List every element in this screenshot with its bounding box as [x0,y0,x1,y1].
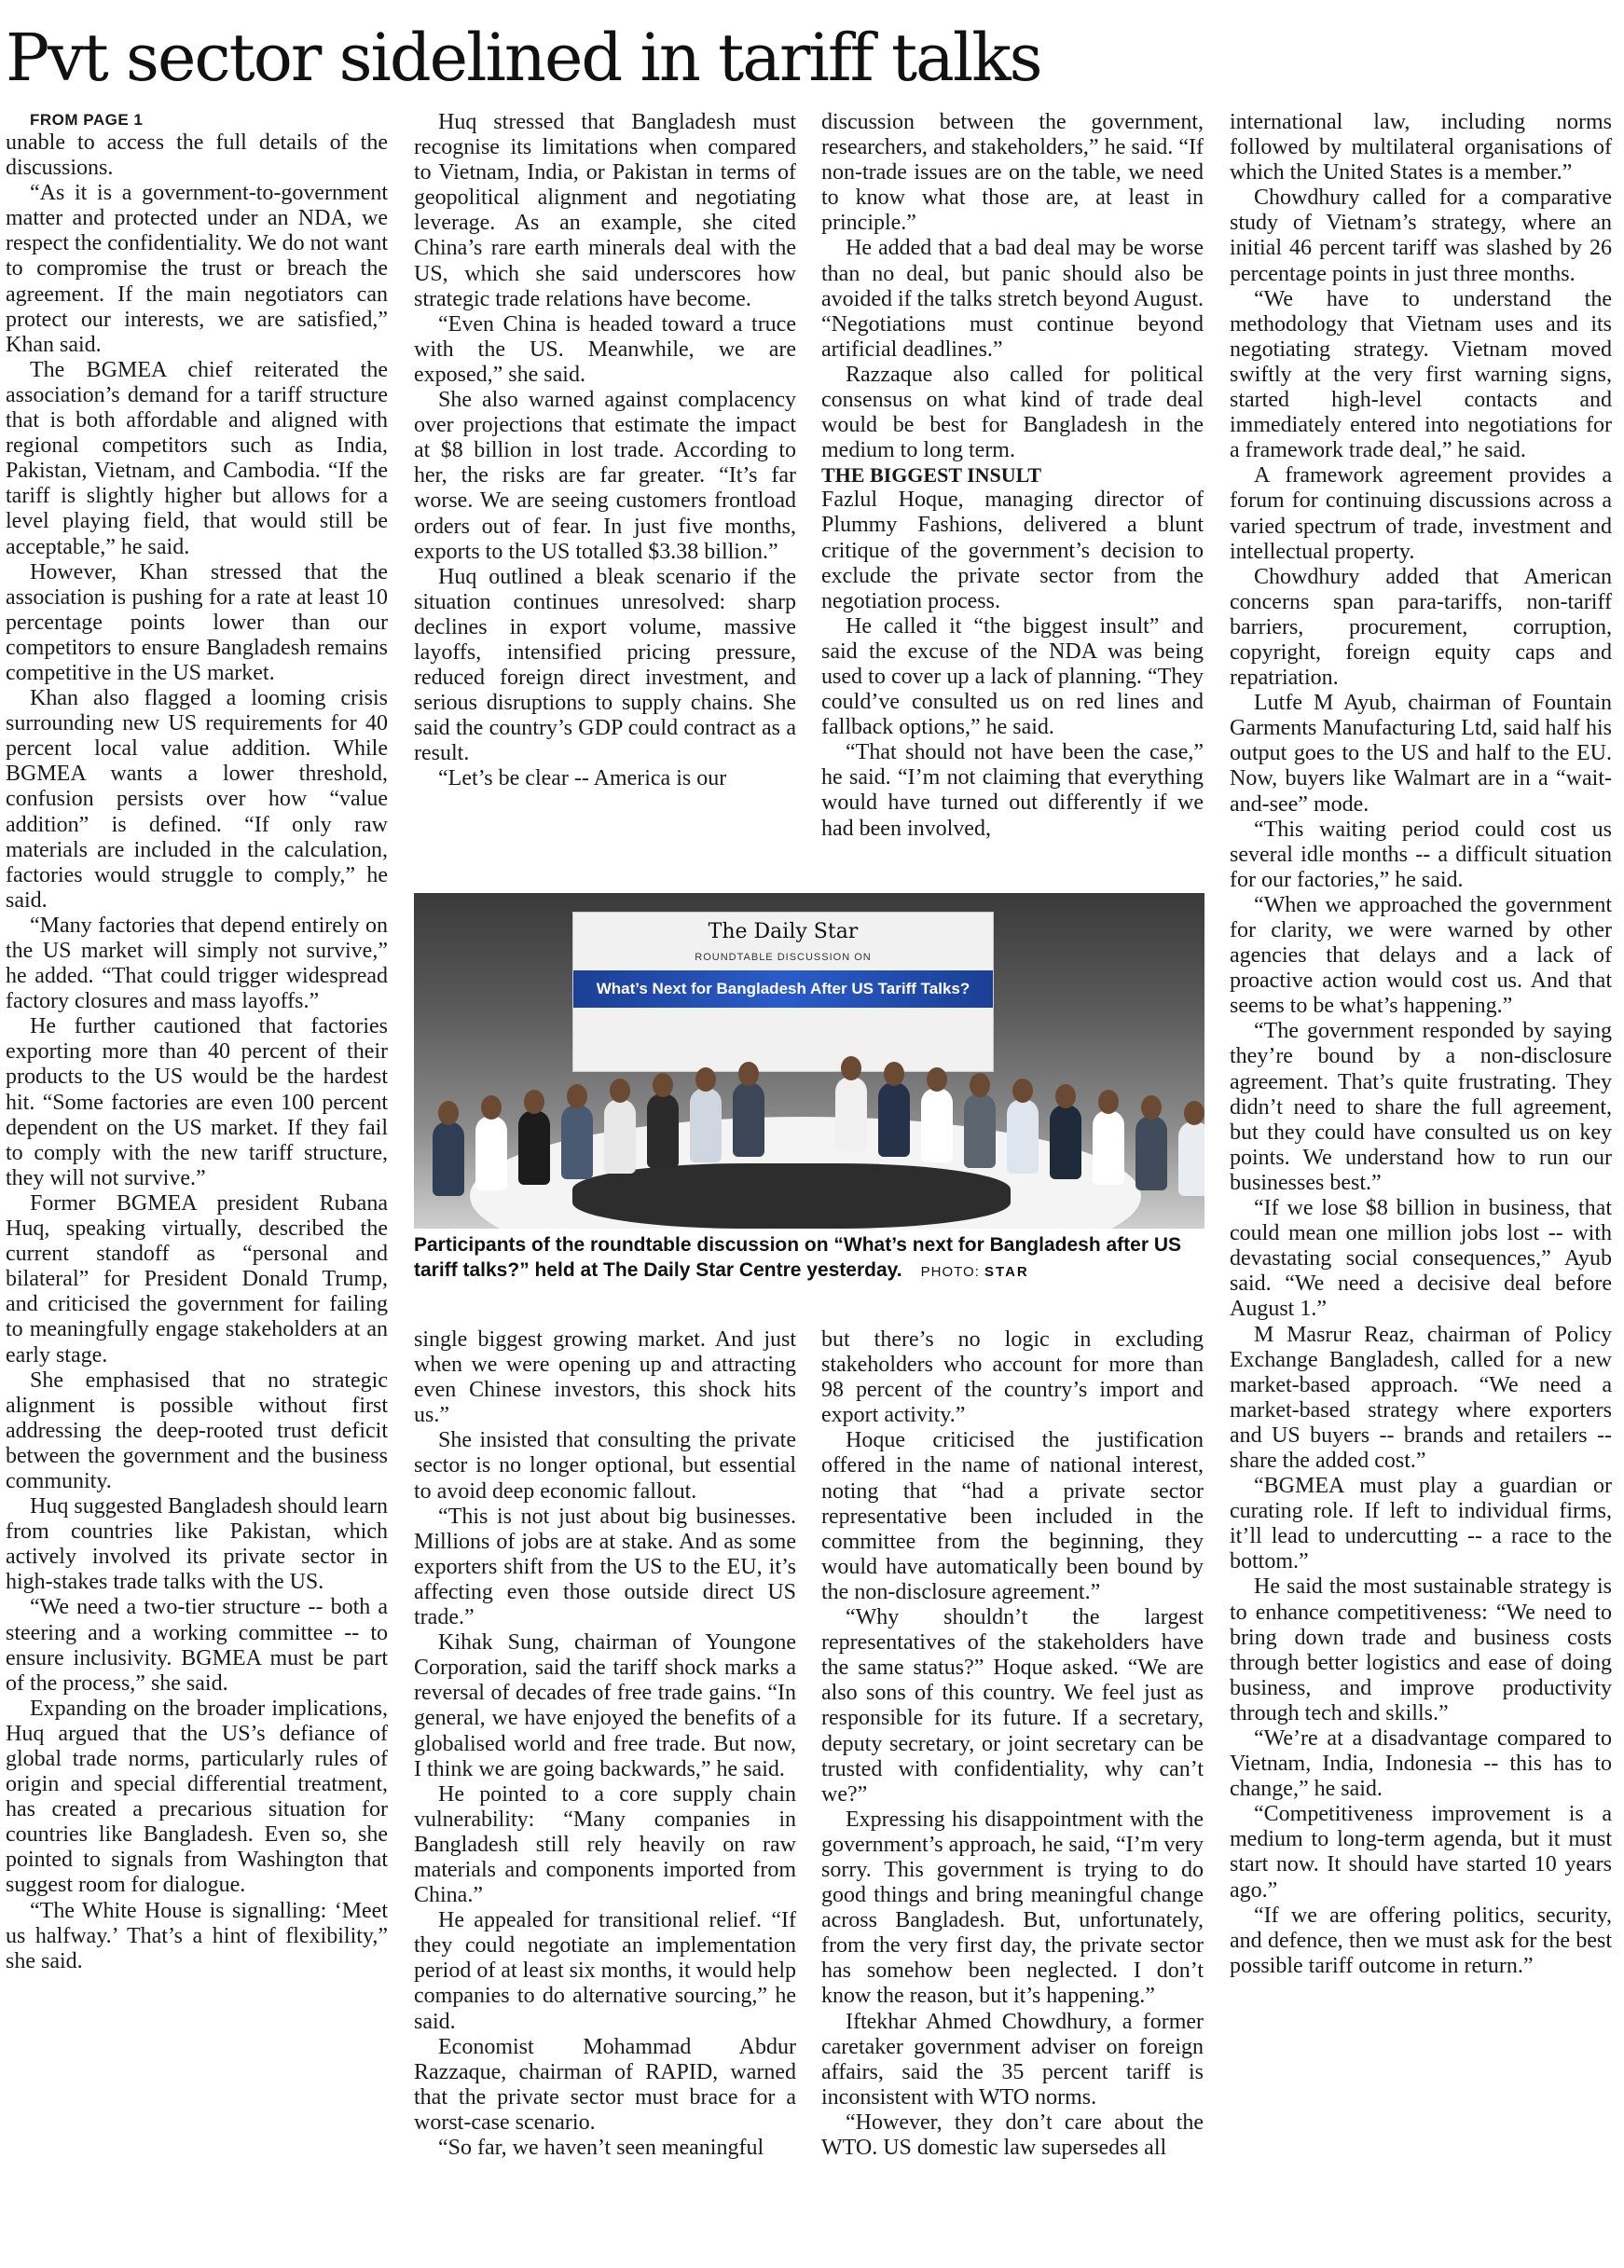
article-paragraph: Chowdhury called for a comparative study of Vietnam’s strategy, where an initial 46 percent tariff was slashed by 26 percentage points in just three months. [1230,186,1612,286]
column-3-top-body [821,110,1204,463]
article-paragraph: He appealed for transitional relief. “If they could negotiate an implementation period of at least six months, it would help companies to do alternative sourcing,” he said. [414,1908,796,2034]
article-paragraph: Economist Mohammad Abdur Razzaque, chairman of RAPID, warned that the private sector must brace for a worst-case scenario. [414,2034,796,2135]
article-paragraph: “This waiting period could cost us several idle months -- a difficult situation for our factories,” he said. [1230,817,1612,892]
participant-head [1184,1101,1204,1125]
participant-head [481,1095,502,1120]
article-paragraph: He said the most sustainable strategy is to enhance competitiveness: “We need to bring down trade and business costs through better logistics and ease of doing business, and improve productivity through tech and skills.” [1230,1574,1612,1725]
banner-roundtable-label: ROUNDTABLE DISCUSSION ON [695,952,872,963]
column-3-bottom [821,1327,1204,2250]
article-paragraph: “We’re at a disadvantage compared to Vietnam, India, Indonesia -- this has to change,” he said. [1230,1726,1612,1802]
article-paragraph: Expanding on the broader implications, Huq argued that the US’s defiance of global trade norms, particularly rules of origin and special differential treatment, has created a precarious situation for countries like Bangladesh. Even so, she pointed to signals from Washington that suggest room for dialogue. [6,1696,388,1898]
article-paragraph: “When we approached the government for clarity, we were warned by other agencies that delays and a lack of proactive action would cost us. And that seems to be what’s happening.” [1230,892,1612,1019]
article-paragraph: but there’s no logic in excluding stakeholders who account for more than 98 percent of the country’s import and export activity.” [821,1327,1204,1428]
article-paragraph: unable to access the full details of the discussions. [6,131,388,181]
column-3-top [821,110,1204,865]
participant-head [524,1090,544,1114]
column-3-bottom-body [821,1327,1204,2161]
article-paragraph: Chowdhury added that American concerns span para-tariffs, non-tariff barriers, procurement, corruption, copyright, foreign equity caps and repatriation. [1230,564,1612,691]
column-2-top [414,110,796,837]
column-2-top-body [414,110,796,792]
article-paragraph: “BGMEA must play a guardian or curating role. If left to individual firms, it’ll lead to undercutting -- a race to the bottom.” [1230,1474,1612,1574]
banner-title: What’s Next for Bangladesh After US Tariff Talks? [596,980,970,997]
article-paragraph: She also warned against complacency over projections that estimate the impact at $8 billion in lost trade. According to her, the risks are far greater. “It’s far worse. We are seeing customers frontload orders out of fear. In just five months, exports to the US totalled $3.38 billion.” [414,388,796,564]
table-center [572,1163,1011,1229]
participant-head [970,1073,990,1097]
article-paragraph: “However, they don’t care about the WTO. US domestic law supersedes all [821,2110,1204,2160]
subhead-biggest-insult: THE BIGGEST INSULT [821,463,1042,488]
participant-head [1098,1090,1119,1114]
article-paragraph: Fazlul Hoque, managing director of Plummy Fashions, delivered a blunt critique of the government’s decision to exclude the private sector from the negotiation process. [821,488,1204,613]
article-paragraph: Huq outlined a bleak scenario if the situation continues unresolved: sharp declines in export volume, massive layoffs, intensified pricing pressure, reduced foreign direct investment, and serious disruptions to supply chains. She said the country’s GDP could contract as a result. [414,564,796,766]
participant-head [567,1084,587,1108]
participant-figure [1007,1099,1039,1174]
participant-head [884,1062,904,1086]
article-paragraph: “If we are offering politics, security, and defence, then we must ask for the best possible tariff outcome in return.” [1230,1903,1612,1978]
article-paragraph: Lutfe M Ayub, chairman of Fountain Garments Manufacturing Ltd, said half his output goes to the US and half to the EU. Now, buyers like Walmart are in a “wait-and-see” mode. [1230,691,1612,817]
headline: Pvt sector sidelined in tariff talks [6,20,1041,96]
article-paragraph: She emphasised that no strategic alignment is possible without first addressing the deep-rooted trust deficit between the government and the business community. [6,1368,388,1493]
participant-head [841,1056,861,1080]
article-paragraph: “The government responded by saying they’re bound by a non-disclosure agreement. That’s quite frustrating. They didn’t need to share the full agreement, but they could have consulted us on key points. We understand how to run our businesses best.” [1230,1019,1612,1195]
event-banner [572,912,994,1072]
article-paragraph: Khan also flagged a looming crisis surrounding new US requirements for 40 percent local value addition. While BGMEA wants a lower threshold, confusion persists over how “value addition” is defined. “If only raw materials are included in the calculation, factories would struggle to comply,” he said. [6,686,388,913]
participant-head [1012,1079,1033,1103]
article-paragraph: He further cautioned that factories exporting more than 40 percent of their products to the US would be the hardest hit. “Some factories are even 100 percent dependent on the US market. If they fail to comply with the new tariff structure, they will not survive.” [6,1014,388,1190]
article-paragraph: “Let’s be clear -- America is our [438,766,727,791]
participant-figure [835,1077,867,1151]
participant-figure [1050,1105,1081,1179]
participant-figure [561,1105,593,1179]
participant-figure [1093,1110,1124,1185]
article-paragraph: “Competitiveness improvement is a medium to long-term agenda, but it must start now. It should have started 10 years ago.” [1230,1802,1612,1903]
photo-caption [414,1232,1204,1285]
column-2-bottom [414,1327,796,2250]
article-paragraph: He pointed to a core supply chain vulnerability: “Many companies in Bangladesh still rely heavily on raw materials and components imported from China.” [414,1781,796,1908]
article-paragraph: The BGMEA chief reiterated the association’s demand for a tariff structure that is both affordable and aligned with regional competitors such as India, Pakistan, Vietnam, and Cambodia. “If the tariff is slightly higher but allows for a level playing field, that would still be acceptable,” he said. [6,357,388,559]
article-paragraph: M Masrur Reaz, chairman of Policy Exchange Bangladesh, called for a new market-based approach. “We need a market-based strategy where exporters and US buyers -- brands and retailers -- share the added cost.” [1230,1322,1612,1473]
article-paragraph: Huq suggested Bangladesh should learn from countries like Pakistan, which actively involved its private sector in high-stakes trade talks with the US. [6,1494,388,1595]
article-paragraph: international law, including norms followed by multilateral organisations of which the United States is a member.” [1230,110,1612,186]
participant-figure [690,1088,722,1162]
participant-figure [1178,1121,1204,1196]
article-paragraph: He called it “the biggest insult” and said the excuse of the NDA was being used to cover up a lack of planning. “They could’ve consulted us on red lines and fallback options,” he said. [821,613,1204,740]
column-4-body [1230,110,1612,1979]
participant-figure [475,1116,507,1190]
participant-head [738,1062,759,1086]
column-1-body [6,131,388,1974]
article-paragraph: “As it is a government-to-government matter and protected under an NDA, we respect the confidentiality. We do not want to compromise the trust or breach the agreement. If the main negotiators can protect our interests, we are satisfied,” Khan said. [6,181,388,357]
article-paragraph: “If we lose $8 billion in business, that could mean one million jobs lost -- with devastating social consequences,” Ayub said. “We need a decisive deal before August 1.” [1230,1196,1612,1322]
article-paragraph: “Even China is headed toward a truce with the US. Meanwhile, we are exposed,” she said. [414,311,796,387]
article-paragraph: Huq stressed that Bangladesh must recognise its limitations when compared to Vietnam, India, or Pakistan in terms of geopolitical alignment and negotiating leverage. As an example, she cited China’s rare earth minerals deal with the US, which she said underscores how strategic trade relations have become. [414,110,796,311]
participant-head [610,1079,630,1103]
article-paragraph: She insisted that consulting the private sector is no longer optional, but essential to avoid deep economic fallout. [414,1428,796,1504]
photo-credit-prefix: PHOTO: [920,1264,980,1280]
article-paragraph: “We have to understand the methodology that Vietnam uses and its negotiating strategy. Vietnam moved swiftly at the very first warning signs, started high-level contacts and immediately entered into negotiations for a framework trade deal,” he said. [1230,286,1612,463]
article-paragraph: single biggest growing market. And just when we were opening up and attracting even Chinese investors, this shock hits us.” [414,1327,796,1428]
participant-head [653,1073,673,1097]
article-paragraph: He added that a bad deal may be worse than no deal, but panic should also be avoided if the talks stretch beyond August. “Negotiations must continue beyond artificial deadlines.” [821,236,1204,362]
participant-head [695,1067,716,1092]
participant-head [927,1067,947,1092]
article-paragraph: However, Khan stressed that the association is pushing for a rate at least 10 percentage points lower than our competitors to ensure Bangladesh remains competitive in the US market. [6,559,388,685]
column-3-top-body-after [821,488,1204,841]
participant-head [1055,1084,1076,1108]
article-paragraph: “This is not just about big businesses. Millions of jobs are at stake. And as some exporters shift from the US to the EU, it’s affecting even those outside direct US trade.” [414,1504,796,1630]
article-paragraph: “So far, we haven’t seen meaningful [438,2136,764,2160]
participant-figure [921,1088,953,1162]
article-paragraph: “That should not have been the case,” he said. “I’m not claiming that everything would have turned out differently if we had been involved, [821,740,1204,841]
participant-head [1141,1095,1162,1120]
participant-figure [1135,1116,1167,1190]
column-1 [6,110,388,2254]
article-paragraph: Expressing his disappointment with the government’s approach, he said, “I’m very sorry. This government is trying to do good things and bring meaningful change across Bangladesh. But, unfortunately, from the very first day, the private sector has somehow been neglected. I don’t know the reason, but it’s happening.” [821,1807,1204,2009]
article-paragraph: A framework agreement provides a forum for continuing discussions across a varied spectrum of trade, investment and intellectual property. [1230,463,1612,564]
article-paragraph: “The White House is signalling: ‘Meet us halfway.’ That’s a hint of flexibility,” she said. [6,1898,388,1973]
article-paragraph: “Many factories that depend entirely on the US market will simply not survive,” he added. “That could trigger widespread factory closures and mass layoffs.” [6,913,388,1014]
article-paragraph: Kihak Sung, chairman of Youngone Corporation, said the tariff shock marks a reversal of decades of free trade gains. “In general, we have enjoyed the benefits of a globalised world and free trade. But now, I think we are going backwards,” he said. [414,1630,796,1781]
participant-head [438,1101,459,1125]
photo-credit-source: STAR [984,1264,1029,1280]
participant-figure [964,1093,996,1168]
article-paragraph: “Why shouldn’t the largest representatives of the stakeholders have the same status?” Hoque asked. “We are also sons of this country. We feel just as responsible for its future. If a secretary, deputy secretary, or joint secretary can be trusted with confidentiality, why can’t we?” [821,1605,1204,1807]
article-paragraph: Iftekhar Ahmed Chowdhury, a former caretaker government adviser on foreign affairs, said the 35 percent tariff is inconsistent with WTO norms. [821,2009,1204,2110]
participant-figure [878,1082,910,1157]
participant-figure [518,1110,550,1185]
caption-text: Participants of the roundtable discussion on “What’s next for Bangladesh after US tariff talks?” held at The Daily Star Centre yesterday. [414,1234,1181,1281]
article-paragraph: Razzaque also called for political consensus on what kind of trade deal would be best for Bangladesh in the medium to long term. [821,362,1204,463]
participant-figure [647,1093,679,1168]
dateline: FROM PAGE 1 [30,111,144,129]
banner-masthead: The Daily Star [708,920,859,943]
banner-title-band [573,970,993,1008]
participant-figure [733,1082,764,1157]
participant-figure [433,1121,464,1196]
participant-figure [604,1099,636,1174]
article-paragraph: “We need a two-tier structure -- both a steering and a working committee -- to ensure inclusivity. BGMEA must be part of the process,” she said. [6,1595,388,1696]
column-4 [1230,110,1612,2254]
roundtable-photo [414,893,1204,1229]
article-paragraph: discussion between the government, researchers, and stakeholders,” he said. “If non-trade issues are on the table, we need to know what those are, at least in principle.” [821,110,1204,236]
column-2-bottom-body [414,1327,796,2161]
article-paragraph: Hoque criticised the justification offered in the name of national interest, noting that “had a private sector representative been included in the committee from the beginning, they would have automatically been bound by the non-disclosure agreement.” [821,1428,1204,1604]
photo-credit [921,1264,1029,1280]
article-paragraph: Former BGMEA president Rubana Huq, speaking virtually, described the current standoff as “personal and bilateral” for President Donald Trump, and criticised the government for failing to meaningfully engage stakeholders at an early stage. [6,1190,388,1368]
